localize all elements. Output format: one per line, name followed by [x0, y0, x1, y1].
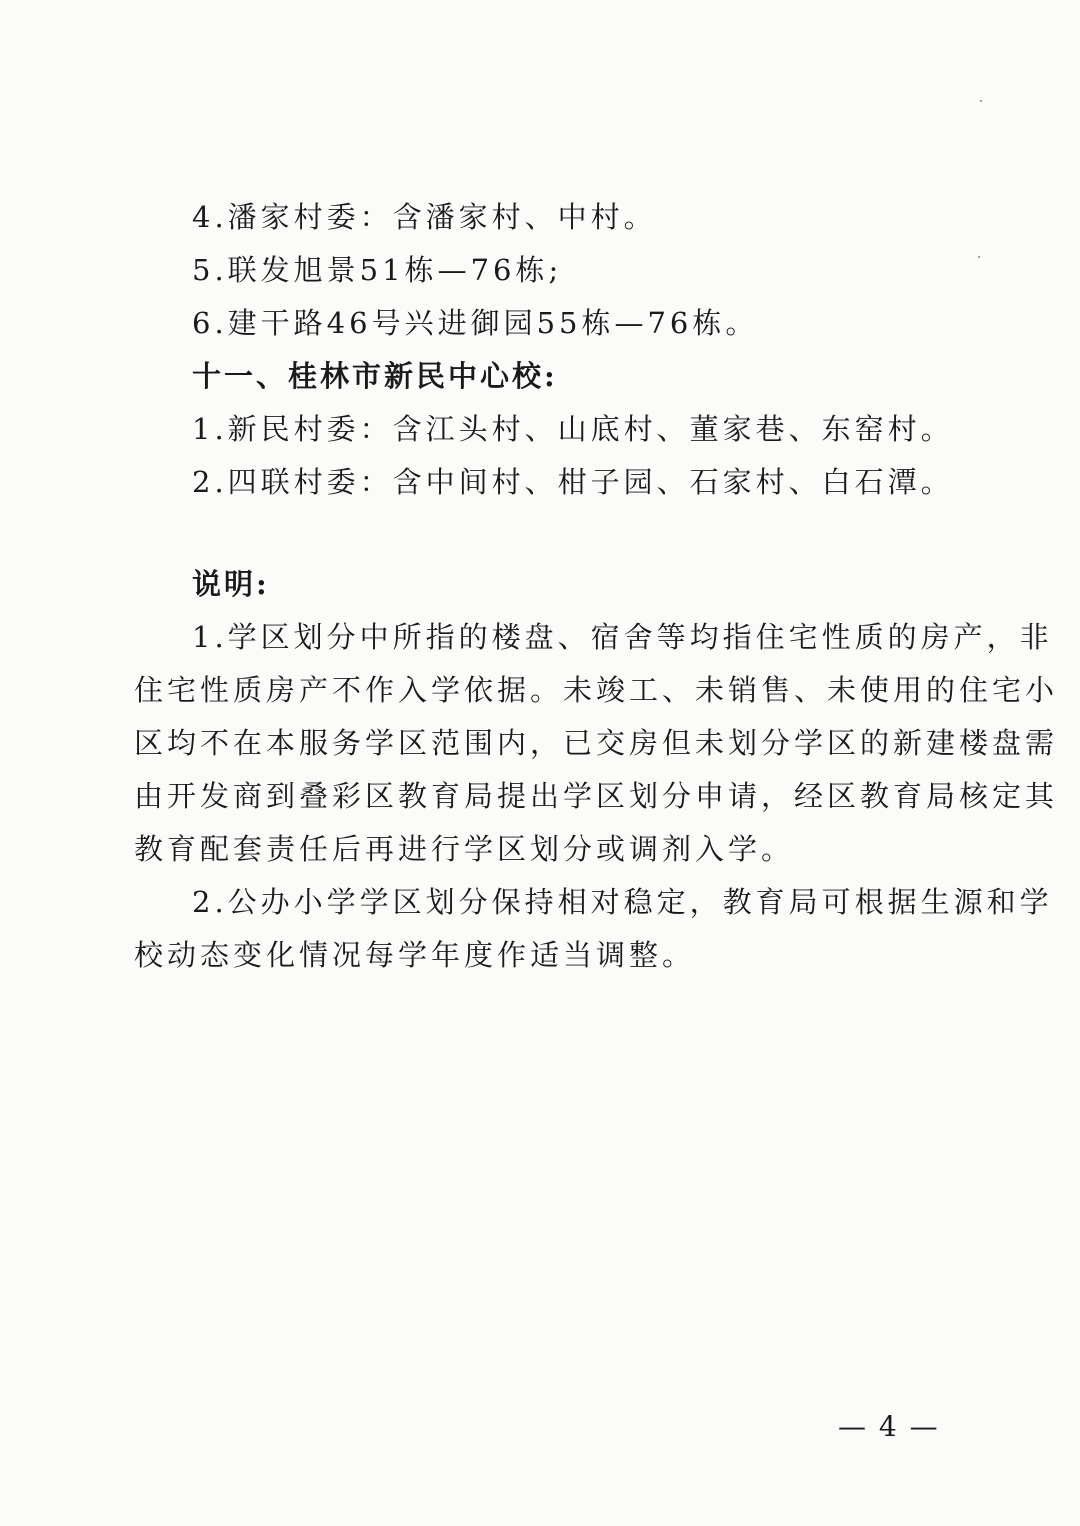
section-heading: 十一、桂林市新民中心校:: [192, 359, 558, 393]
list-item: 2.四联村委：含中间村、柑子园、石家村、白石潭。: [192, 465, 954, 499]
paragraph-line: 1.学区划分中所指的楼盘、宿舍等均指住宅性质的房产，非: [192, 620, 1053, 654]
paragraph-line: 住宅性质房产不作入学依据。未竣工、未销售、未使用的住宅小: [134, 673, 1059, 707]
scan-speck: [978, 256, 980, 258]
paragraph-line: 区均不在本服务学区范围内，已交房但未划分学区的新建楼盘需: [134, 726, 1059, 760]
list-item: 5.联发旭景51栋—76栋;: [192, 253, 563, 287]
paragraph-line: 由开发商到叠彩区教育局提出学区划分申请，经区教育局核定其: [134, 779, 1059, 813]
list-item: 4.潘家村委：含潘家村、中村。: [192, 200, 657, 234]
page-number: — 4 —: [838, 1410, 940, 1443]
list-item: 1.新民村委：含江头村、山底村、董家巷、东窑村。: [192, 412, 954, 446]
list-item: 6.建干路46号兴进御园55栋—76栋。: [192, 306, 759, 340]
paragraph-line: 2.公办小学学区划分保持相对稳定，教育局可根据生源和学: [192, 885, 1053, 919]
paragraph-line: 校动态变化情况每学年度作适当调整。: [134, 938, 696, 972]
scan-speck: [980, 100, 982, 102]
notes-heading: 说明:: [192, 567, 270, 601]
paragraph-line: 教育配套责任后再进行学区划分或调剂入学。: [134, 832, 795, 866]
